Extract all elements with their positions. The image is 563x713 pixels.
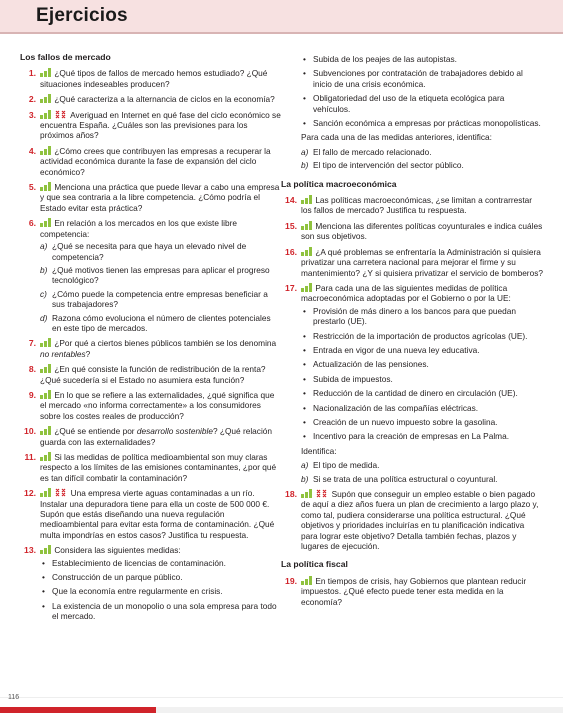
sub-label: a) — [301, 460, 309, 471]
exercise-13 — [20, 545, 282, 621]
bullet-item: • Construcción de un parque público. — [40, 572, 282, 582]
exercise-text: ¿Qué se entiende por — [54, 426, 137, 437]
footer-accent-bar — [0, 707, 156, 713]
difficulty-level-icon — [301, 489, 312, 498]
sub-text: El tipo de intervención del sector público. — [313, 160, 464, 171]
exercise-3 — [20, 110, 282, 141]
group-work-icon — [55, 488, 66, 497]
sub-label: c) — [40, 288, 47, 299]
exercise-number: 13. — [24, 545, 36, 556]
footer-bar — [156, 707, 563, 713]
bullet-item: • Subida de los peajes de las autopistas. — [301, 54, 543, 64]
exercise-18 — [281, 489, 543, 551]
exercise-6 — [20, 218, 282, 333]
instruction-text: Para cada una de las medidas anteriores, identifica: — [301, 132, 492, 143]
exercise-text: Las políticas macroeconómicas, ¿se limitan a contrarrestar los fallos de mercado? Justifica tu respuesta. — [301, 195, 533, 216]
bullet-item: • Subvenciones por contratación de trabajadores debido al inicio de una crisis económica. — [301, 68, 543, 89]
sub-label: b) — [301, 473, 309, 484]
sub-text: ¿Qué motivos tienen las empresas para aplicar el progreso tecnológico? — [52, 264, 270, 286]
sub-question-b — [40, 265, 282, 286]
difficulty-level-icon — [40, 545, 51, 554]
exercise-number: 12. — [24, 488, 36, 499]
sub-question-c — [40, 289, 282, 310]
exercise-text: ¿Qué caracteriza a la alternancia de ciclos en la economía? — [54, 94, 275, 105]
exercise-number: 3. — [28, 109, 36, 120]
section-title: Los fallos de mercado — [20, 52, 111, 62]
exercise-number: 2. — [28, 94, 36, 105]
sub-question-a — [301, 460, 543, 470]
instruction-text: Identifica: — [301, 445, 337, 456]
bullet-item: • Entrada en vigor de una nueva ley educativa. — [301, 345, 543, 355]
exercise-text-end: ? ¿Qué relación guarda con las externalidades? — [40, 426, 273, 447]
exercise-number: 19. — [285, 575, 297, 586]
exercise-text: ¿Qué tipos de fallos de mercado hemos estudiado? ¿Qué situaciones indeseables producen? — [40, 68, 268, 89]
exercise-number: 14. — [285, 195, 297, 206]
exercise-14 — [281, 195, 543, 216]
exercise-number: 17. — [285, 282, 297, 293]
difficulty-level-icon — [40, 68, 51, 77]
exercise-number: 16. — [285, 246, 297, 257]
sub-label: a) — [40, 241, 48, 252]
exercise-text: ¿Por qué a ciertos bienes públicos también se los denomina — [54, 338, 277, 349]
exercise-number: 18. — [285, 489, 297, 499]
exercise-15 — [281, 221, 543, 242]
exercise-number: 6. — [28, 218, 36, 229]
sub-text: Si se trata de una política estructural o coyuntural. — [313, 473, 498, 484]
difficulty-level-icon — [40, 218, 51, 227]
exercise-10 — [20, 426, 282, 447]
left-column — [20, 52, 282, 627]
footer-rule — [0, 697, 563, 698]
sub-question-a — [40, 241, 282, 262]
exercise-number: 15. — [285, 220, 297, 231]
difficulty-level-icon — [301, 576, 312, 585]
emphasis-text: no rentables — [40, 348, 86, 359]
bullet-item: • Sanción económica a empresas por prácticas monopolísticas. — [301, 118, 543, 128]
exercise-text: Una empresa vierte aguas contaminadas a un río. Instalar una depuradora tiene para ella un coste de 500 000 €. Supón que estás diseñando una nueva regulación medioambiental para evitar esta forma de contaminación. ¿Qué multa impondrías en estos casos? Justifica tu respuesta. — [40, 488, 275, 540]
exercise-text: En lo que se refiere a las externalidades, ¿qué significa que el mercado «no informa correctamente» a los consumidores sobre los costes reales de producción? — [40, 389, 275, 421]
sub-text: El tipo de medida. — [313, 460, 380, 471]
bullet-item: • Subida de impuestos. — [301, 374, 543, 384]
difficulty-level-icon — [40, 426, 51, 435]
bullet-item: • Provisión de más dinero a los bancos para que puedan prestarlo (UE). — [301, 306, 543, 327]
header-rule — [0, 32, 563, 34]
exercise-4 — [20, 146, 282, 177]
exercise-text: ¿A qué problemas se enfrentaría la Administración si quisiera privatizar una carretera nacional para mejorar el firme y su mantenimiento? ¿Y si quisiera privatizar el servicio de bomberos? — [301, 246, 543, 278]
difficulty-level-icon — [40, 146, 51, 155]
exercise-17 — [281, 283, 543, 484]
bullet-item: • Incentivo para la creación de empresas en La Palma. — [301, 431, 543, 441]
sub-question-d — [40, 313, 282, 334]
sub-label: d) — [40, 312, 48, 323]
sub-text: Razona cómo evoluciona el número de clientes potenciales en este tipo de mercados. — [52, 312, 271, 333]
group-work-icon — [316, 489, 327, 498]
difficulty-level-icon — [40, 338, 51, 347]
sub-question-b — [301, 474, 543, 484]
exercise-7 — [20, 338, 282, 359]
difficulty-level-icon — [301, 247, 312, 256]
difficulty-level-icon — [40, 452, 51, 461]
exercise-19 — [281, 576, 543, 607]
exercise-8 — [20, 364, 282, 385]
difficulty-level-icon — [40, 94, 51, 103]
exercise-1 — [20, 68, 282, 89]
bullet-item: • Nacionalización de las compañías eléctricas. — [301, 403, 543, 413]
difficulty-level-icon — [40, 488, 51, 497]
right-column — [281, 52, 543, 612]
bullet-item: • Restricción de la importación de productos agrícolas (UE). — [301, 331, 543, 341]
difficulty-level-icon — [40, 390, 51, 399]
exercise-text: Si las medidas de política medioambiental son muy claras respecto a los límites de las emisiones contaminantes, ¿por qué es tan difícil combatir la contaminación? — [40, 452, 277, 483]
exercise-number: 7. — [28, 338, 36, 349]
sub-question-a — [301, 147, 543, 157]
sub-label: b) — [40, 264, 48, 275]
exercise-text: Supón que conseguir un empleo estable o bien pagado de aquí a diez años fuera un plan de crecimiento a largo plazo y, como tal, pudiera considerarse una política estructural. ¿Qué objetivos y prioridades incluirías en tu planificación indicativa para lograr este objetivo? Detalla también fechas, plazos y lugares de ejecución. — [301, 489, 539, 552]
exercise-text: En relación a los mercados en los que existe libre competencia: — [40, 218, 237, 239]
exercise-text: Para cada una de las siguientes medidas de política macroeconómica adoptadas por el Gobierno o por la UE: — [301, 282, 511, 304]
page-header — [0, 0, 563, 34]
sub-text: ¿Cómo puede la competencia entre empresas beneficiar a sus trabajadores? — [52, 288, 268, 310]
exercise-13-continued — [281, 54, 543, 171]
bullet-item: • Establecimiento de licencias de contaminación. — [40, 558, 282, 568]
exercise-number: 8. — [28, 364, 36, 375]
difficulty-level-icon — [301, 221, 312, 230]
group-work-icon — [55, 110, 66, 119]
bullet-item: • Reducción de la cantidad de dinero en circulación (UE). — [301, 388, 543, 398]
exercise-number: 5. — [28, 182, 36, 193]
page-title: Ejercicios — [36, 5, 128, 26]
exercise-2 — [20, 94, 282, 104]
difficulty-level-icon — [301, 283, 312, 292]
exercise-9 — [20, 390, 282, 421]
sub-label: b) — [301, 160, 309, 171]
exercise-16 — [281, 247, 543, 278]
exercise-number: 4. — [28, 145, 36, 156]
sub-question-b — [301, 160, 543, 170]
exercise-text-end: ? — [85, 348, 91, 359]
exercise-number: 11. — [24, 452, 36, 462]
bullet-item: • La existencia de un monopolio o una sola empresa para todo el mercado. — [40, 601, 282, 622]
page-number: 116 — [8, 694, 20, 701]
bullet-item: • Que la economía entre regularmente en crisis. — [40, 586, 282, 596]
exercise-11 — [20, 452, 282, 483]
exercise-text: ¿En qué consiste la función de redistribución de la renta? ¿Qué sucedería si el Estado no asumiera esta función? — [40, 364, 266, 385]
difficulty-level-icon — [40, 364, 51, 373]
difficulty-level-icon — [40, 110, 51, 119]
bullet-item: • Obligatoriedad del uso de la etiqueta ecológica para vehículos. — [301, 93, 543, 114]
difficulty-level-icon — [40, 182, 51, 191]
emphasis-text: desarrollo sostenible — [136, 426, 213, 437]
exercise-12 — [20, 488, 282, 540]
exercise-number: 10. — [24, 426, 36, 437]
difficulty-level-icon — [301, 195, 312, 204]
exercise-5 — [20, 182, 282, 213]
exercise-text: En tiempos de crisis, hay Gobiernos que plantean reducir impuestos. ¿Qué efecto puede tener esta medida en la economía? — [301, 575, 527, 607]
bullet-item: • Creación de un nuevo impuesto sobre la gasolina. — [301, 417, 543, 427]
sub-text: El fallo de mercado relacionado. — [313, 146, 432, 157]
exercise-text: Menciona una práctica que puede llevar a cabo una empresa y que sea contraria a la libre competencia. ¿Cómo podría el Estado evitar esta práctica? — [40, 182, 280, 213]
sub-label: a) — [301, 146, 309, 157]
exercise-text: Menciona las diferentes políticas coyunturales e indica cuáles son sus objetivos. — [301, 220, 543, 242]
exercise-number: 1. — [28, 68, 36, 79]
sub-text: ¿Qué se necesita para que haya un elevado nivel de competencia? — [52, 241, 247, 262]
exercise-text: Considera las siguientes medidas: — [54, 545, 181, 556]
bullet-item: • Actualización de las pensiones. — [301, 359, 543, 369]
exercise-number: 9. — [28, 389, 36, 400]
section-title: La política fiscal — [281, 559, 348, 570]
section-title: La política macroeconómica — [281, 178, 397, 189]
exercise-text: Averiguad en Internet en qué fase del ciclo económico se encuentra España. ¿Cuáles son las previsiones para los próximos años? — [40, 109, 281, 141]
exercise-text: ¿Cómo crees que contribuyen las empresas a recuperar la actividad económica durante la fase de expansión del ciclo económico? — [40, 145, 271, 177]
